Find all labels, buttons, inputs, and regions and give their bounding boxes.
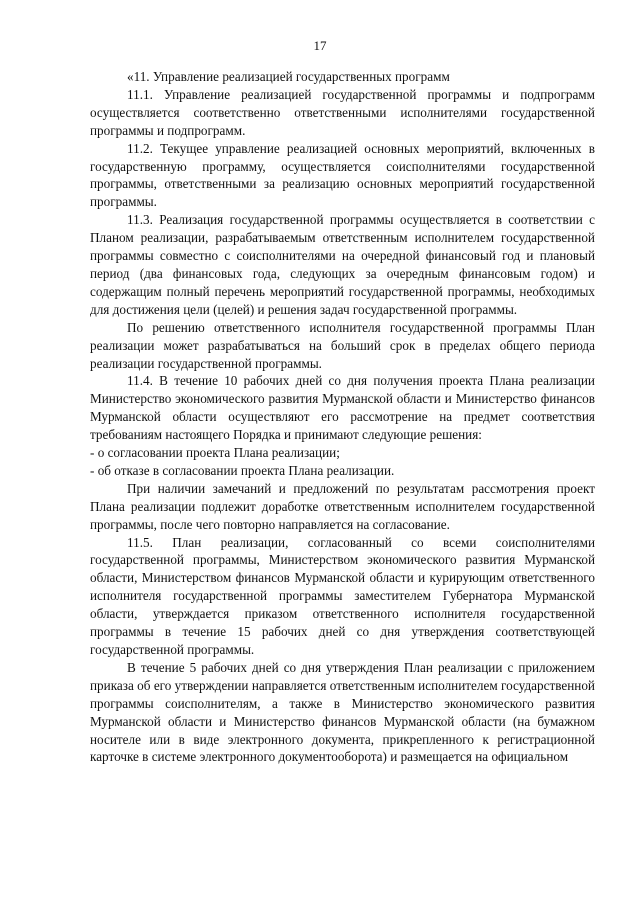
paragraph-11-5: 11.5. План реализации, согласованный со всеми соисполнителями государственной программы, Министерством экономического развития Мурманской области, Министерством финансов Мурманской области и курирующим ответственного исполнителя государственной программы заместителем Губернатора Мурманской области, утверждается приказом ответственного исполнителя государственной программы в течение 15 рабочих дней со дня утверждения соответствующей государственной программы. <box>90 534 595 657</box>
paragraph-remarks: При наличии замечаний и предложений по результатам рассмотрения проект Плана реализации подлежит доработке ответственным исполнителем государственной программы, после чего повторно направляется на согласование. <box>90 480 595 532</box>
list-item-approval: - о согласовании проекта Плана реализации; <box>90 445 340 461</box>
page-number: 17 <box>313 38 327 53</box>
paragraph-plan-term: По решению ответственного исполнителя государственной программы План реализации может разрабатываться на больший срок в пределах общего периода реализации государственной программы. <box>90 319 595 371</box>
paragraph-11-2: 11.2. Текущее управление реализацией основных мероприятий, включенных в государственную программу, осуществляется соисполнителями государственной программы, ответственными за реализацию основных мероприятий государственной программы. <box>90 140 595 210</box>
paragraph-11-3: 11.3. Реализация государственной программы осуществляется в соответствии с Планом реализации, разрабатываемым ответственным исполнителем государственной программы совместно с соисполнителями на очередной финансовый год и плановый период (два финансовых года, следующих за очередным финансовым годом) и содержащим полный перечень мероприятий государственной программы, необходимых для достижения цели (целей) и решения задач государственной программы. <box>90 212 595 317</box>
paragraph-distribution: В течение 5 рабочих дней со дня утверждения План реализации с приложением приказа об его утверждении направляется ответственным исполнителем государственной программы соисполнителям, а также в Министерство экономического развития Мурманской области и Министерство финансов Мурманской области (на бумажном носителе или в виде электронного документа, прикрепленного к регистрационной карточке в системе электронного документооборота) и размещается на официальном <box>90 659 595 765</box>
document-body <box>90 68 595 766</box>
list-item-refusal: - об отказе в согласовании проекта Плана реализации. <box>90 462 395 478</box>
paragraph-11-1: 11.1. Управление реализацией государственной программы и подпрограмм осуществляется соответственно ответственными исполнителями государственной программы и подпрограмм. <box>90 86 595 138</box>
section-heading: «11. Управление реализацией государственных программ <box>127 69 450 84</box>
paragraph-11-4: 11.4. В течение 10 рабочих дней со дня получения проекта Плана реализации Министерство экономического развития Мурманской области и Министерство финансов Мурманской области осуществляют его рассмотрение на предмет соответствия требованиям настоящего Порядка и принимают следующие решения: <box>90 373 595 443</box>
